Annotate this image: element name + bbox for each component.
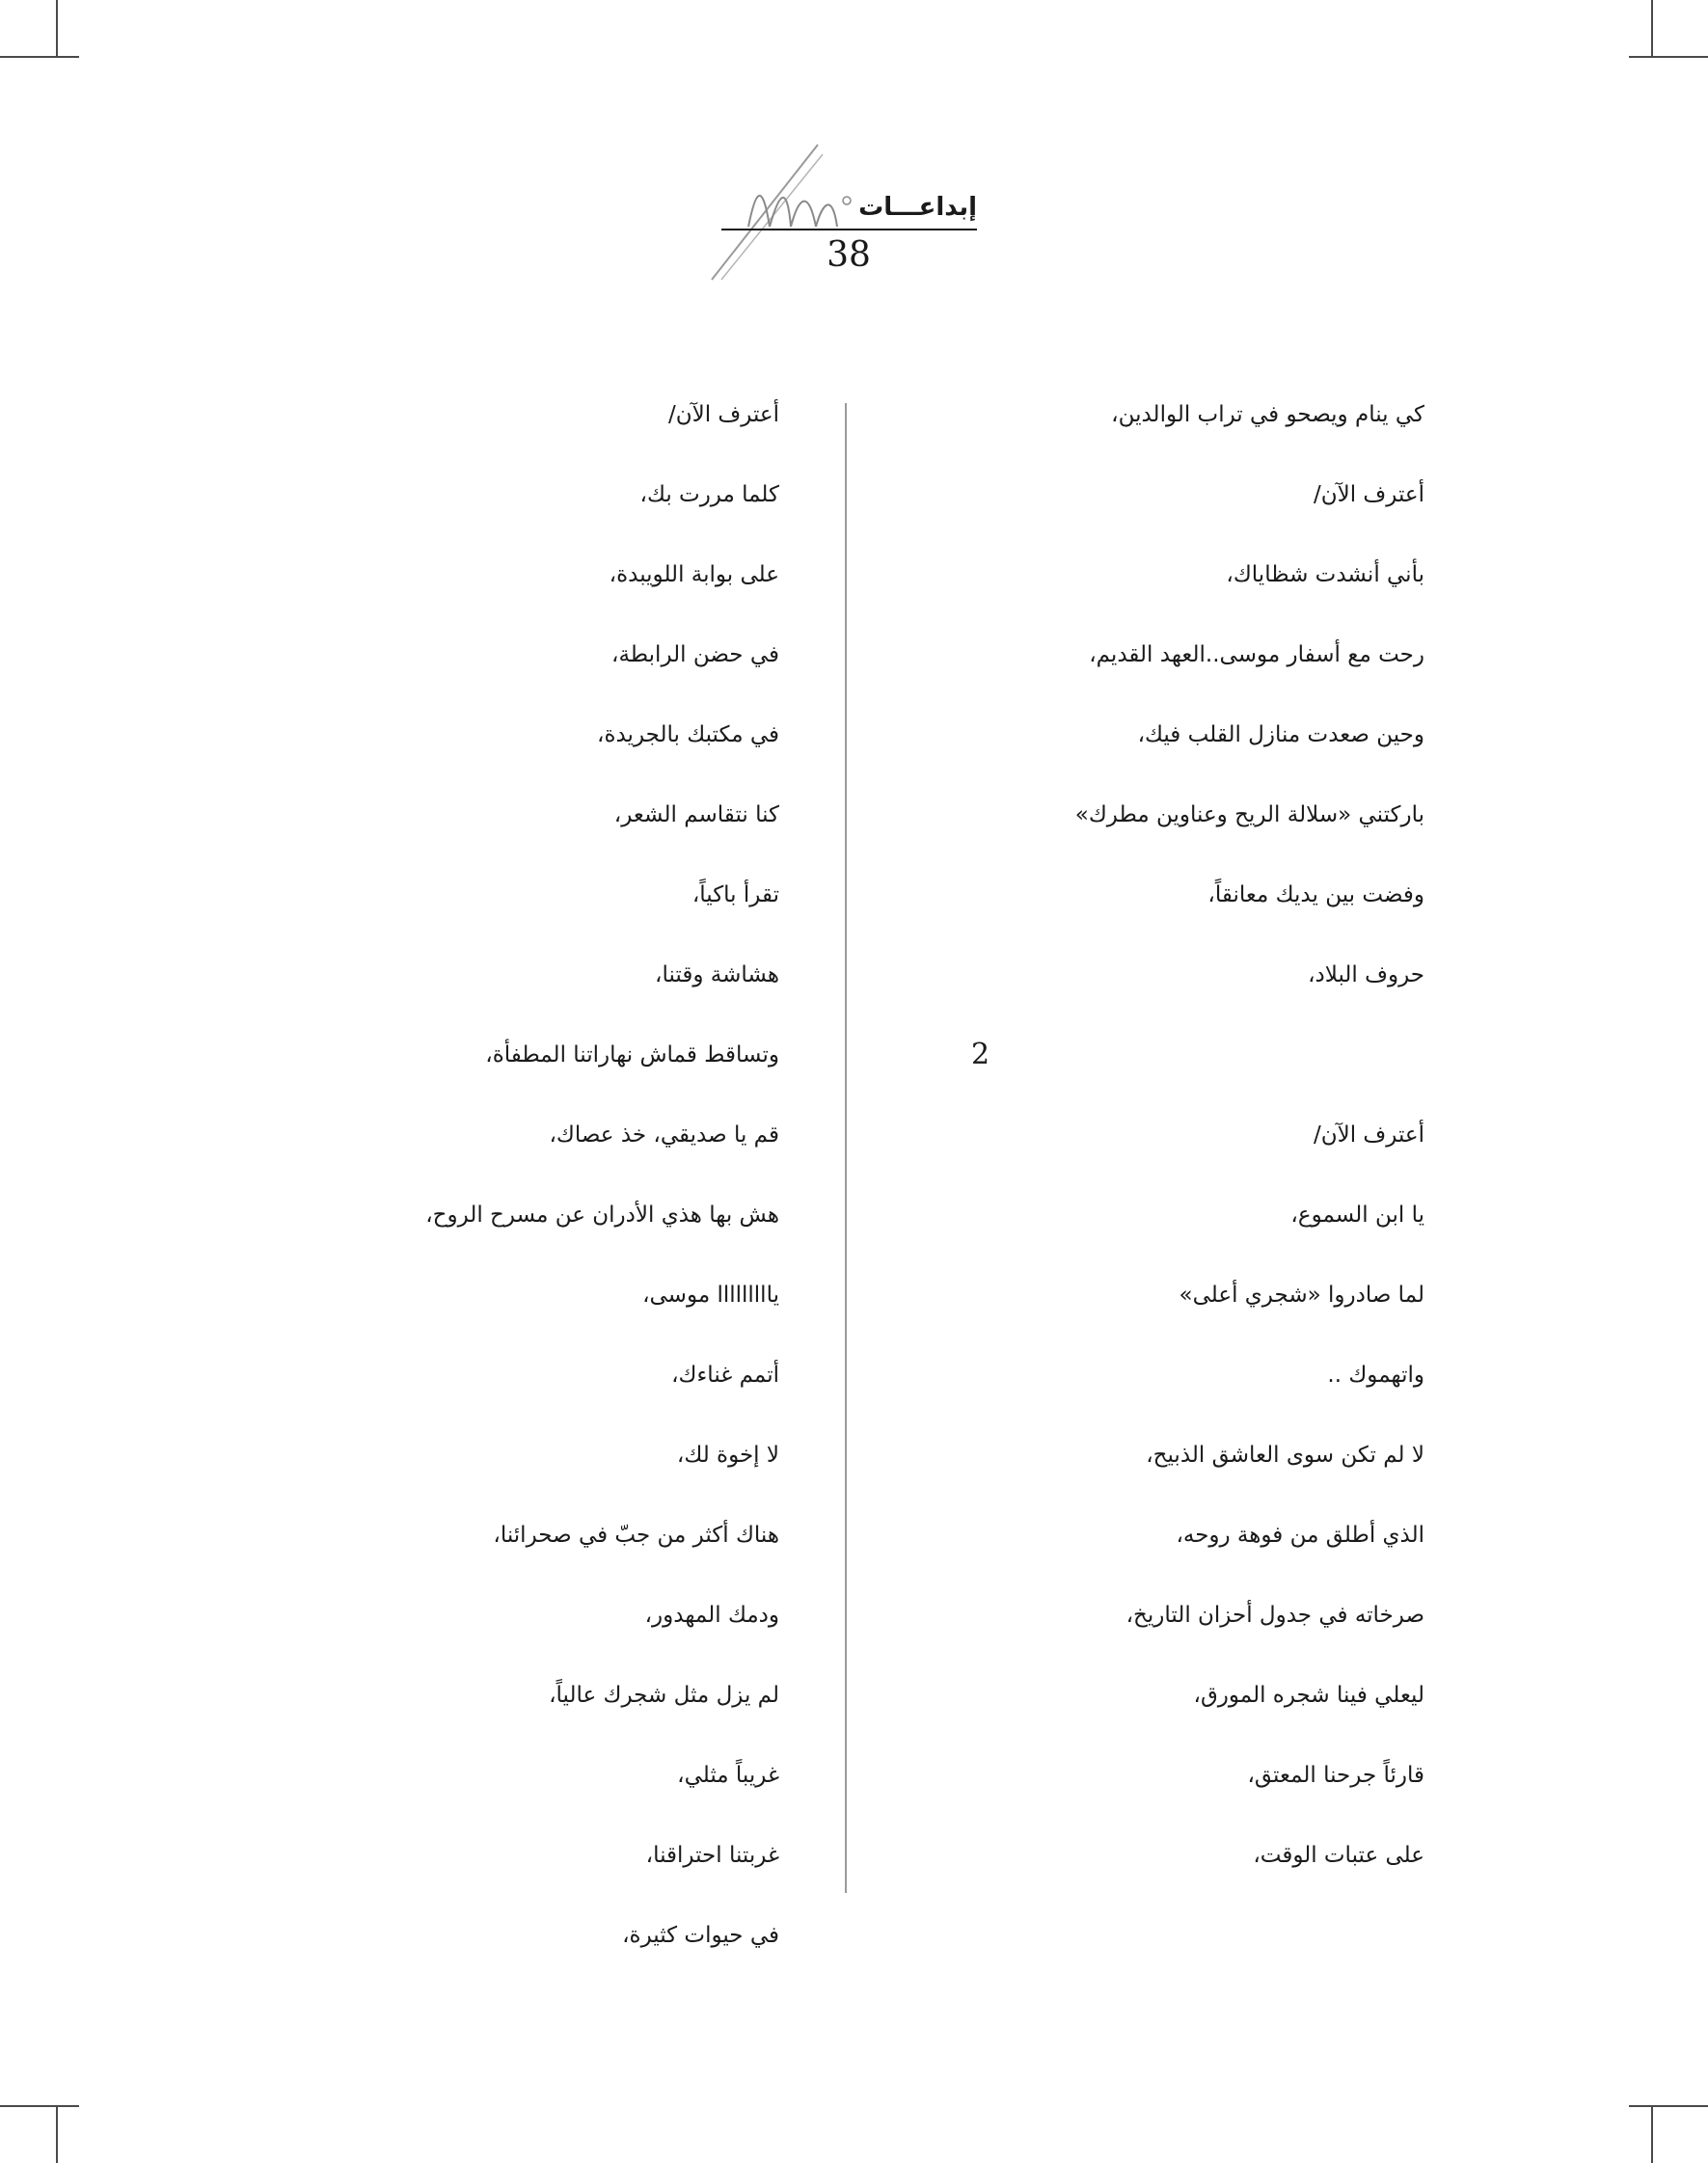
poem-line: على بوابة اللويبدة،: [609, 562, 779, 587]
right-column: [884, 395, 1424, 1916]
column-divider: [845, 403, 847, 1893]
crop-mark-top-left: [56, 0, 58, 56]
crop-mark-bottom-right-h: [1629, 2105, 1708, 2107]
page-number: 38: [827, 235, 871, 275]
poem-line: أتمم غناءك،: [671, 1363, 779, 1388]
poem-line: أعترف الآن/: [667, 402, 779, 427]
header-rule: [721, 229, 977, 230]
poem-line: لما صادروا «شجري أعلى»: [1179, 1283, 1424, 1308]
section-number: 2: [971, 1038, 990, 1071]
poem-line: حروف البلاد،: [1308, 962, 1424, 987]
poem-line: وتساقط قماش نهاراتنا المطفأة،: [485, 1042, 779, 1068]
crop-mark-bottom-left-h: [0, 2105, 79, 2107]
poem-line: غريباً مثلي،: [677, 1763, 779, 1788]
poem-line: في حضن الرابطة،: [611, 642, 779, 667]
poem-line: رحت مع أسفار موسى..العهد القديم،: [1089, 642, 1424, 667]
crop-mark-top-right-h: [1629, 56, 1708, 58]
poem-line: أعترف الآن/: [1313, 482, 1424, 507]
poem-line: هشاشة وقتنا،: [655, 962, 779, 987]
poem-line: على عتبات الوقت،: [1253, 1843, 1424, 1868]
poem-line: ليعلي فينا شجره المورق،: [1193, 1683, 1424, 1708]
poem-line: كلما مررت بك،: [639, 482, 779, 507]
poem-line: باركتني «سلالة الريح وعناوين مطرك»: [1074, 802, 1424, 827]
poem-line: لا إخوة لك،: [676, 1443, 779, 1468]
poem-line: يا ابن السموع،: [1290, 1203, 1424, 1228]
poem-line: أعترف الآن/: [1313, 1122, 1424, 1148]
poem-line: لم يزل مثل شجرك عالياً،: [549, 1683, 779, 1708]
section-label: إبداعـــات: [858, 193, 977, 222]
crop-mark-bottom-right: [1651, 2107, 1653, 2163]
poem-line: كي ينام ويصحو في تراب الوالدين،: [1111, 402, 1424, 427]
poem-line: ودمك المهدور،: [644, 1603, 779, 1628]
poem-line: وحين صعدت منازل القلب فيك،: [1137, 722, 1424, 747]
poem-line: يااااااااا موسى،: [642, 1283, 779, 1308]
poem-line: تقرأ باكياً،: [691, 882, 779, 907]
poem-line: واتهموك ..: [1327, 1363, 1424, 1388]
crop-mark-top-left-h: [0, 56, 79, 58]
poem-line: قارئاً جرحنا المعتق،: [1247, 1763, 1424, 1788]
left-column: [374, 395, 779, 1996]
poem-line: صرخاته في جدول أحزان التاريخ،: [1125, 1603, 1424, 1628]
poem-line: بأني أنشدت شظاياك،: [1226, 562, 1424, 587]
poem-line: في حيوات كثيرة،: [622, 1923, 779, 1948]
poem-line: هش بها هذي الأدران عن مسرح الروح،: [425, 1203, 779, 1228]
poem-line: هناك أكثر من جبّ في صحرائنا،: [493, 1523, 779, 1548]
crop-mark-top-right: [1651, 0, 1653, 56]
poem-line: لا لم تكن سوى العاشق الذبيح،: [1146, 1443, 1424, 1468]
poem-line: في مكتبك بالجريدة،: [597, 722, 779, 747]
poem-line: وفضت بين يديك معانقاً،: [1207, 882, 1424, 907]
poem-line: كنا نتقاسم الشعر،: [613, 802, 779, 827]
poem-line: قم يا صديقي، خذ عصاك،: [549, 1122, 779, 1148]
poem-line: الذي أطلق من فوهة روحه،: [1176, 1523, 1424, 1548]
crop-mark-bottom-left: [56, 2107, 58, 2163]
poem-line: غربتنا احتراقنا،: [645, 1843, 779, 1868]
